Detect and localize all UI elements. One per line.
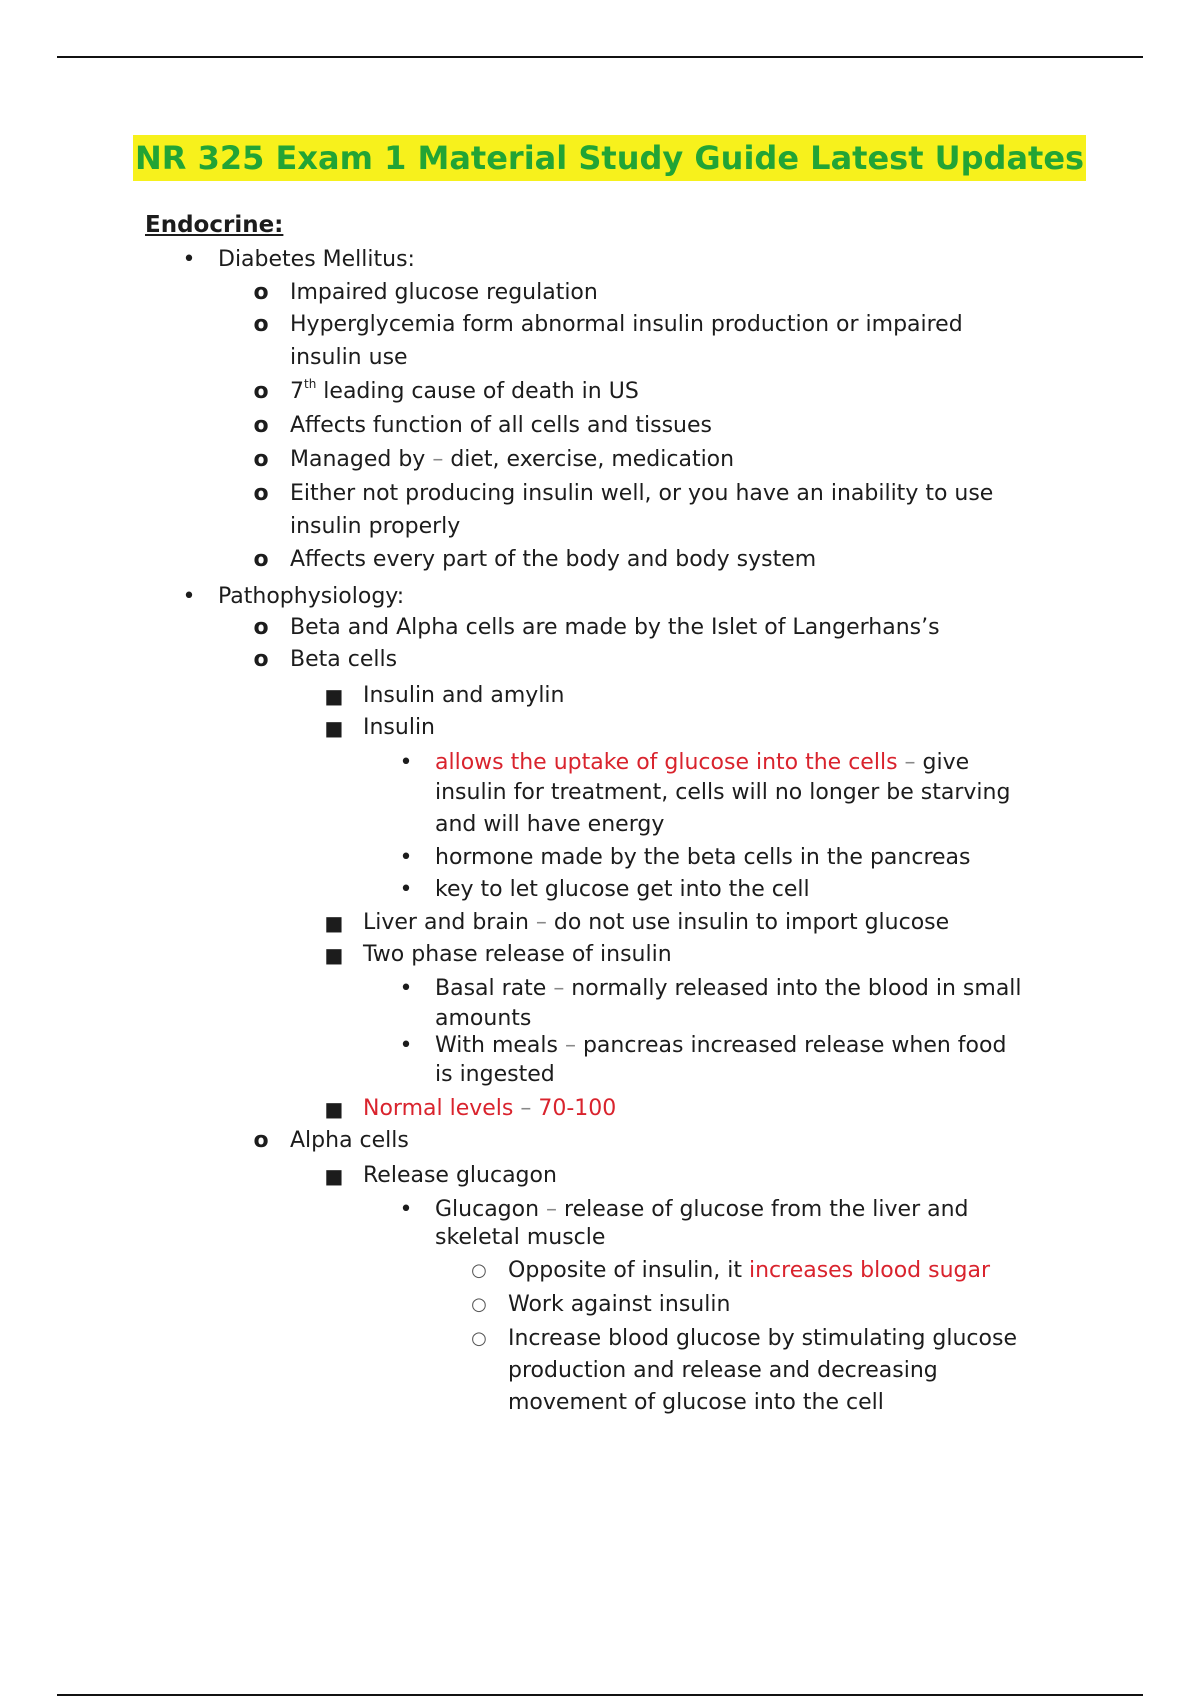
list-item-continuation: production and release and decreasing: [508, 1358, 938, 1383]
list-item: Hyperglycemia form abnormal insulin production or impaired: [290, 312, 963, 337]
text-span: diet, exercise, medication: [443, 447, 735, 472]
list-item: Insulin and amylin: [363, 683, 565, 708]
list-item: Two phase release of insulin: [363, 942, 672, 967]
list-item-continuation: amounts: [435, 1006, 532, 1031]
bullet-o-icon: o: [253, 547, 269, 572]
bullet-square-icon: ■: [324, 716, 344, 740]
leading-cause-text: leading cause of death in US: [316, 379, 639, 404]
bullet-square-icon: ■: [324, 1097, 344, 1121]
bullet-circle-icon: ○: [471, 1294, 487, 1315]
bullet-o-icon: o: [253, 379, 269, 404]
bullet-o-icon: o: [253, 1128, 269, 1153]
bullet-dot-icon: •: [399, 845, 413, 870]
bullet-dot-icon: •: [399, 750, 413, 775]
list-item: Increase blood glucose by stimulating glucose: [508, 1326, 1017, 1351]
text-span: With meals: [435, 1033, 565, 1058]
bullet-square-icon: ■: [324, 684, 344, 708]
bullet-o-icon: o: [253, 647, 269, 672]
list-item-continuation: and will have energy: [435, 812, 665, 837]
emphasis-text: 70-100: [531, 1096, 617, 1121]
text-span: release of glucose from the liver and: [557, 1197, 969, 1222]
bullet-o-icon: o: [253, 312, 269, 337]
dash: –: [546, 1197, 558, 1222]
list-item: Alpha cells: [290, 1128, 409, 1153]
list-item: Either not producing insulin well, or you have an inability to use: [290, 481, 994, 506]
emphasis-text: increases blood sugar: [748, 1258, 991, 1283]
ordinal-suffix: th: [304, 377, 317, 391]
list-item: [508, 1256, 990, 1286]
list-item: [435, 974, 1022, 1004]
page-title: NR 325 Exam 1 Material Study Guide Latest Updates: [133, 135, 1086, 181]
list-item: Pathophysiology:: [218, 584, 405, 609]
dash: –: [564, 1033, 576, 1058]
text-span: do not use insulin to import glucose: [546, 910, 950, 935]
bullet-square-icon: ■: [324, 1164, 344, 1188]
text-span: give: [922, 750, 970, 775]
bullet-dot-icon: •: [399, 1033, 413, 1058]
list-item-continuation: insulin properly: [290, 514, 461, 539]
list-item: [435, 1195, 969, 1225]
list-item-continuation: is ingested: [435, 1062, 555, 1087]
list-item: Impaired glucose regulation: [290, 280, 598, 305]
section-heading: Endocrine:: [145, 212, 284, 238]
list-item: [435, 1031, 1006, 1061]
text-span: Opposite of insulin, it: [508, 1258, 749, 1283]
bullet-o-icon: o: [253, 615, 269, 640]
bullet-dot-icon: •: [182, 584, 196, 609]
text-span: Glucagon: [435, 1197, 547, 1222]
bullet-o-icon: o: [253, 447, 269, 472]
bullet-circle-icon: ○: [471, 1260, 487, 1281]
dash: –: [432, 447, 444, 472]
dash: –: [897, 750, 923, 775]
dash: –: [520, 1096, 532, 1121]
bullet-square-icon: ■: [324, 943, 344, 967]
leading-cause-number: 7: [290, 379, 304, 404]
bullet-dot-icon: •: [399, 1197, 413, 1222]
text-span: Basal rate: [435, 976, 554, 1001]
list-item-continuation: movement of glucose into the cell: [508, 1390, 884, 1415]
bullet-circle-icon: ○: [471, 1328, 487, 1349]
bullet-o-icon: o: [253, 280, 269, 305]
emphasis-text: allows the uptake of glucose into the cells: [435, 750, 898, 775]
list-item: Beta cells: [290, 647, 398, 672]
bullet-dot-icon: •: [399, 976, 413, 1001]
list-item: Release glucagon: [363, 1163, 557, 1188]
list-item: [290, 445, 734, 475]
list-item-continuation: skeletal muscle: [435, 1225, 606, 1250]
bullet-o-icon: o: [253, 413, 269, 438]
list-item: hormone made by the beta cells in the pancreas: [435, 845, 971, 870]
list-item: [290, 377, 639, 407]
bullet-dot-icon: •: [399, 877, 413, 902]
list-item-continuation: insulin for treatment, cells will no longer be starving: [435, 780, 1011, 805]
text-span: pancreas increased release when food: [575, 1033, 1007, 1058]
list-item: Affects function of all cells and tissues: [290, 413, 712, 438]
list-item: key to let glucose get into the cell: [435, 877, 810, 902]
list-item: [363, 1094, 616, 1124]
text-span: normally released into the blood in small: [564, 976, 1022, 1001]
bullet-o-icon: o: [253, 481, 269, 506]
bullet-square-icon: ■: [324, 911, 344, 935]
list-item: Insulin: [363, 715, 436, 740]
list-item-continuation: insulin use: [290, 345, 408, 370]
dash: –: [535, 910, 547, 935]
top-rule: [57, 56, 1143, 58]
list-item: Beta and Alpha cells are made by the Islet of Langerhans’s: [290, 615, 940, 640]
emphasis-text: Normal levels: [363, 1096, 521, 1121]
text-span: Managed by: [290, 447, 433, 472]
list-item: [363, 908, 949, 938]
list-item: Affects every part of the body and body system: [290, 547, 817, 572]
text-span: Liver and brain: [363, 910, 536, 935]
list-item: Work against insulin: [508, 1292, 731, 1317]
bottom-rule: [57, 1694, 1143, 1696]
dash: –: [553, 976, 565, 1001]
bullet-dot-icon: •: [182, 247, 196, 272]
list-item: Diabetes Mellitus:: [218, 247, 415, 272]
list-item: [435, 748, 969, 778]
